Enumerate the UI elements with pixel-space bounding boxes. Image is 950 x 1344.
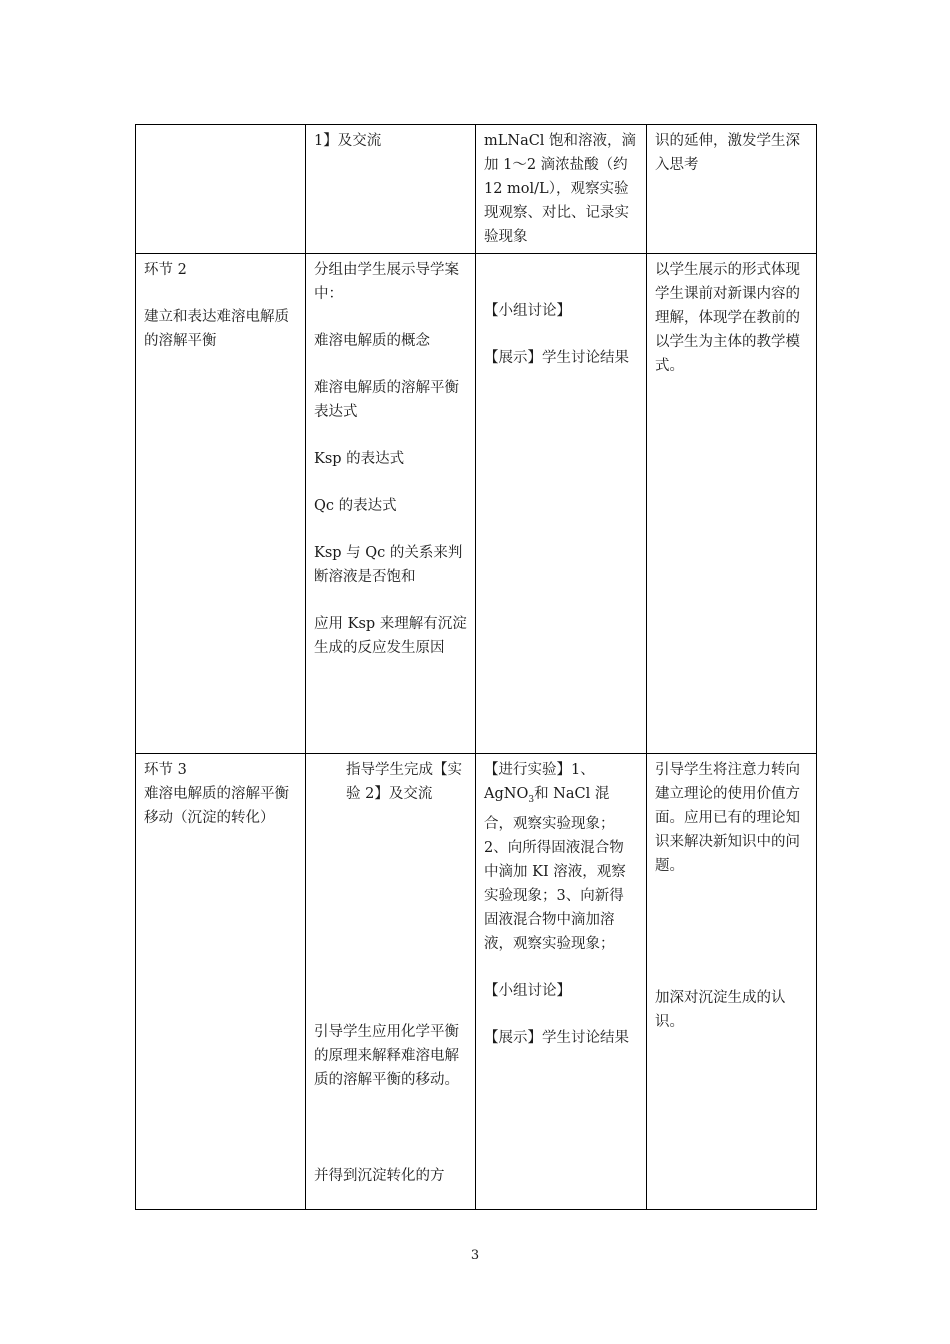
- cell-teacher-activity: [306, 754, 476, 1210]
- list-item: 【小组讨论】: [484, 982, 571, 999]
- cell-teacher-activity: [306, 254, 476, 754]
- stage-subtitle: 建立和表达难溶电解质的溶解平衡: [144, 309, 289, 349]
- list-item: 难溶电解质的概念: [314, 333, 430, 349]
- list-item: 【展示】学生讨论结果: [484, 350, 629, 366]
- list-item: 应用 Ksp 来理解有沉淀生成的反应发生原因: [314, 616, 467, 656]
- cell-design-intent: [647, 125, 817, 254]
- cell-text: 以学生展示的形式体现学生课前对新课内容的理解，体现学在教前的以学生为主体的教学模式。: [655, 262, 800, 374]
- table-row: [136, 125, 817, 254]
- list-item: 难溶电解质的溶解平衡表达式: [314, 380, 459, 420]
- cell-text: [484, 758, 638, 956]
- cell-text: 指导学生完成【实验 2】及交流: [346, 762, 462, 802]
- list-item: 【展示】学生讨论结果: [484, 1029, 629, 1046]
- cell-text: mLNaCl 饱和溶液，滴加 1～2 滴浓盐酸（约 12 mol/L），观察实验现观察、对比、记录实验现象: [484, 133, 637, 245]
- cell-text: 识的延伸，激发学生深入思考: [655, 133, 800, 173]
- cell-design-intent: [647, 754, 817, 1210]
- experiment-text: 【进行实验】1、AgNO: [484, 762, 595, 802]
- cell-student-activity: [476, 254, 647, 754]
- list-item: Qc 的表达式: [314, 498, 397, 514]
- cell-stage: [136, 254, 306, 754]
- cell-student-activity: [476, 125, 647, 254]
- list-item: Ksp 与 Qc 的关系来判断溶液是否饱和: [314, 545, 463, 585]
- cell-design-intent: [647, 254, 817, 754]
- cell-text: 加深对沉淀生成的认识。: [655, 990, 786, 1030]
- page-number: 3: [470, 1248, 480, 1263]
- cell-text: 引导学生将注意力转向建立理论的使用价值方面。应用已有的理论知识来解决新知识中的问题。: [655, 762, 800, 874]
- list-item: 分组由学生展示导学案中：: [314, 262, 459, 302]
- cell-teacher-activity: [306, 125, 476, 254]
- cell-text: 1】及交流: [314, 133, 382, 149]
- table-row: [136, 754, 817, 1210]
- table-row: [136, 254, 817, 754]
- cell-stage: [136, 754, 306, 1210]
- subscript: 3: [528, 794, 535, 805]
- cell-stage: [136, 125, 306, 254]
- stage-subtitle: 难溶电解质的溶解平衡移动（沉淀的转化）: [144, 786, 289, 826]
- stage-title: 环节 2: [144, 262, 187, 278]
- lesson-plan-table: [135, 124, 817, 1210]
- list-item: 【小组讨论】: [484, 303, 571, 319]
- list-item: Ksp 的表达式: [314, 451, 405, 467]
- cell-text: 并得到沉淀转化的方: [314, 1168, 445, 1184]
- experiment-text: 和 NaCl 混合，观察实验现象；2、向所得固液混合物中滴加 KI 溶液，观察实验现象；3、向新得固液混合物中滴加溶液，观察实验现象；: [484, 786, 626, 952]
- cell-student-activity: [476, 754, 647, 1210]
- stage-title: 环节 3: [144, 762, 187, 778]
- cell-text: 引导学生应用化学平衡的原理来解释难溶电解质的溶解平衡的移动。: [314, 1024, 459, 1088]
